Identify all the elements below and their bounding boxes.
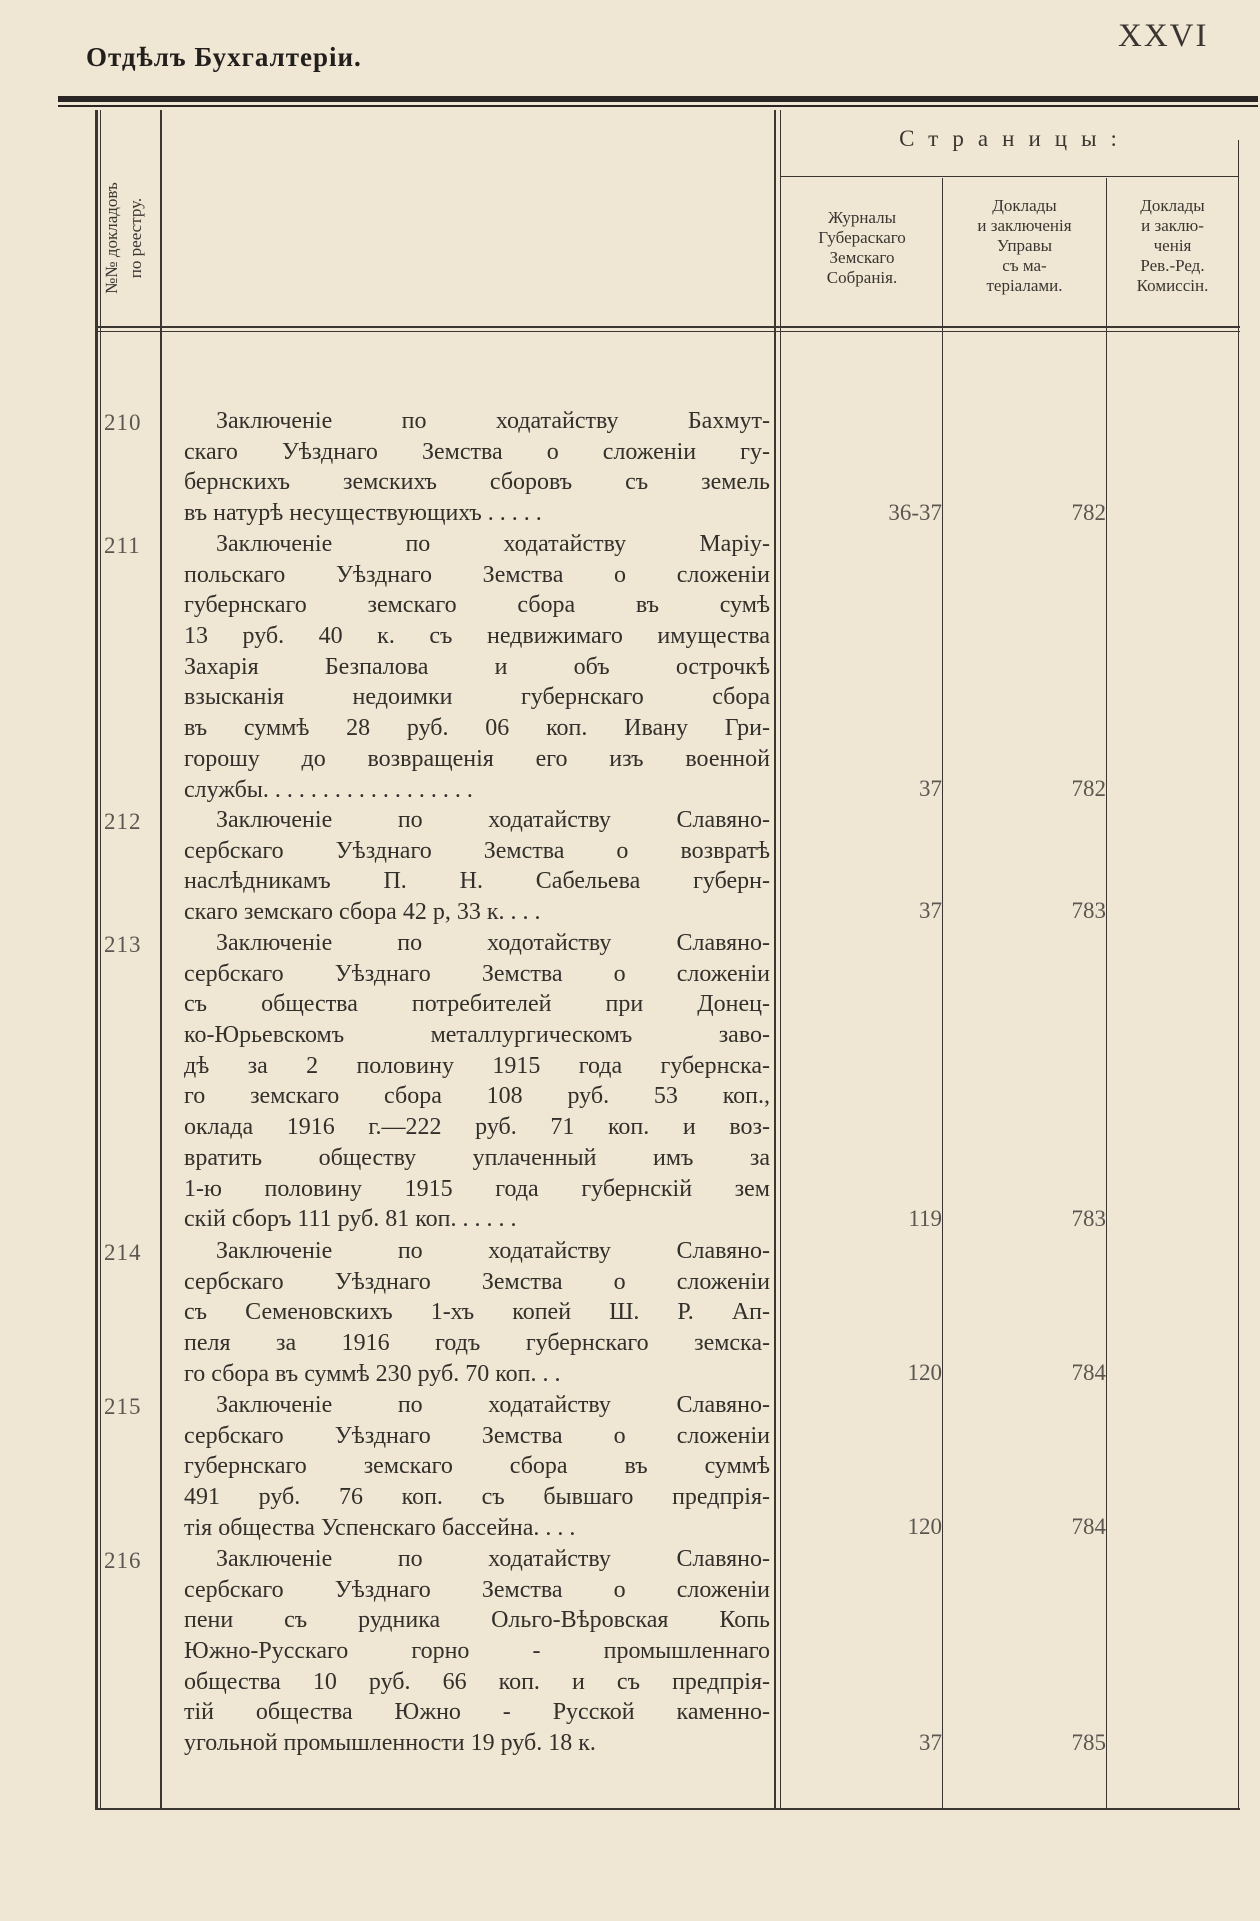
number-column-header-line1: №№ докладовъ xyxy=(102,182,121,294)
entry-number: 216 xyxy=(104,1548,142,1573)
entry-number: 213 xyxy=(104,932,142,957)
commission-reports-header-line: Доклады xyxy=(1140,196,1205,215)
entry-line: губернскаго земскаго сбора въ сумѣ xyxy=(184,592,770,619)
entry-line: польскаго Уѣзднаго Земства о сложеніи xyxy=(184,561,770,588)
journal-page: 37 xyxy=(919,776,942,801)
commission-reports-column-header xyxy=(1107,196,1238,296)
number-column-header-line2: по реестру. xyxy=(126,197,145,279)
text-column-divider-inner xyxy=(780,110,781,1810)
board-report-page: 785 xyxy=(1071,1730,1106,1755)
page-number: XXVI xyxy=(1118,18,1209,54)
entry-line: Заключеніе по ходатайству Маріу- xyxy=(216,531,770,557)
entry-line: Южно-Русскаго горно - промышленнаго xyxy=(184,1638,770,1665)
entry-line: пени съ рудника Ольго-Вѣровская Копь xyxy=(184,1607,770,1634)
journals-header-line: Журналы xyxy=(827,208,897,227)
journal-page: 37 xyxy=(919,1730,942,1755)
number-column-header xyxy=(100,148,170,328)
entry-line: 1-ю половину 1915 года губернскій зем xyxy=(184,1175,770,1202)
entry-line: скаго Уѣзднаго Земства о сложеніи гу- xyxy=(184,438,770,465)
entry-text xyxy=(184,1390,770,1543)
entry-line: дѣ за 2 половину 1915 года губернска- xyxy=(184,1052,770,1079)
section-title: Отдѣлъ Бухгалтеріи. xyxy=(86,42,362,72)
board-reports-column-header xyxy=(943,196,1106,296)
entry-text xyxy=(184,1236,770,1389)
board-report-page: 783 xyxy=(1071,898,1106,923)
entry-line: скаго земскаго сбора 42 р, 33 к. . . . xyxy=(184,899,541,926)
entry-text xyxy=(184,529,770,805)
board-reports-header-line: съ ма- xyxy=(1002,256,1047,275)
entry-line: въ натурѣ несуществующихъ . . . . . xyxy=(184,500,542,527)
header-rule-thick xyxy=(58,96,1258,102)
entry-number: 214 xyxy=(104,1240,142,1265)
entry-line: оклада 1916 г.—222 руб. 71 коп. и воз- xyxy=(184,1114,770,1141)
pages-header-divider xyxy=(780,176,1238,177)
text-column-divider xyxy=(774,110,776,1810)
entry-line: го земскаго сбора 108 руб. 53 коп., xyxy=(184,1083,770,1110)
board-report-page: 784 xyxy=(1071,1514,1106,1539)
journals-header-line: Земскаго xyxy=(829,248,895,267)
entry-line: общества 10 руб. 66 коп. и съ предпрія- xyxy=(184,1668,770,1695)
entry-line: 13 руб. 40 к. съ недвижимаго имущества xyxy=(184,623,770,650)
entry-line: скій сборъ 111 руб. 81 коп. . . . . . xyxy=(184,1206,517,1233)
table-border-left-inner xyxy=(100,110,101,1810)
board-report-page: 782 xyxy=(1071,776,1106,801)
entry-line: губернскаго земскаго сбора въ суммѣ xyxy=(184,1453,770,1480)
entry-text xyxy=(184,805,770,928)
entry-line: сербскаго Уѣзднаго Земства о сложеніи xyxy=(184,1268,770,1295)
entry-line: пеля за 1916 годъ губернскаго земска- xyxy=(184,1330,770,1357)
table-bottom-rule xyxy=(95,1808,1240,1810)
header-bottom-rule xyxy=(95,326,1240,328)
journal-page: 120 xyxy=(907,1514,942,1539)
header-rule-thin xyxy=(58,105,1258,107)
entry-line: въ суммѣ 28 руб. 06 коп. Ивану Гри- xyxy=(184,715,770,742)
journal-page: 36-37 xyxy=(888,500,942,525)
entry-line: сербскаго Уѣзднаго Земства о сложеніи xyxy=(184,960,770,987)
board-report-page: 784 xyxy=(1071,1360,1106,1385)
commission-reports-header-line: Комиссін. xyxy=(1136,276,1209,295)
entry-line: службы. . . . . . . . . . . . . . . . . . xyxy=(184,776,473,803)
journals-column-header xyxy=(782,208,942,288)
journals-column-divider xyxy=(942,178,943,1810)
entry-line: тій общества Южно - Русской каменно- xyxy=(184,1699,770,1726)
entry-line: ко-Юрьевскомъ металлургическомъ заво- xyxy=(184,1022,770,1049)
commission-reports-header-line: ченія xyxy=(1153,236,1192,255)
board-report-page: 783 xyxy=(1071,1206,1106,1231)
table-border-left xyxy=(95,110,98,1810)
entry-line: взысканія недоимки губернскаго сбора xyxy=(184,684,770,711)
journals-header-line: Собранія. xyxy=(826,268,898,287)
entry-line: бернскихъ земскихъ сборовъ съ земель xyxy=(184,469,770,496)
commission-reports-header-line: и заклю- xyxy=(1141,216,1204,235)
commission-reports-header-line: Рев.-Ред. xyxy=(1140,256,1205,275)
entry-line: Заключеніе по ходатайству Славяно- xyxy=(216,1392,770,1418)
board-reports-header-line: и заключенія xyxy=(977,216,1072,235)
entry-line: угольной промышленности 19 руб. 18 к. xyxy=(184,1730,596,1757)
journals-header-line: Губерaскаго xyxy=(818,228,906,247)
entry-line: вратить обществу уплаченный имъ за xyxy=(184,1144,770,1171)
entry-line: съ Семеновскихъ 1-хъ копей Ш. Р. Ап- xyxy=(184,1299,770,1326)
entry-line: съ общества потребителей при Донец- xyxy=(184,991,770,1018)
entry-line: сербскаго Уѣзднаго Земства о сложеніи xyxy=(184,1422,770,1449)
entry-text xyxy=(184,406,770,529)
entry-text xyxy=(184,928,770,1235)
entry-line: Заключеніе по ходотайству Славяно- xyxy=(216,930,770,956)
entry-line: горошу до возвращенія его изъ военной xyxy=(184,745,770,772)
entry-number: 212 xyxy=(104,809,142,834)
entry-number: 210 xyxy=(104,410,142,435)
entry-line: наслѣдникамъ П. Н. Сабельева губерн- xyxy=(184,868,770,895)
entry-line: тія общества Успенскаго бассейна. . . . xyxy=(184,1514,576,1541)
number-column-divider xyxy=(160,110,162,1810)
entry-line: сербскаго Уѣзднаго Земства о возвратѣ xyxy=(184,837,770,864)
table-border-right xyxy=(1238,140,1239,1810)
entry-line: го сбора въ суммѣ 230 руб. 70 коп. . . xyxy=(184,1360,561,1387)
entry-text xyxy=(184,1544,770,1759)
entry-line: Захарія Безпалова и объ острочкѣ xyxy=(184,653,770,680)
pages-header: Страницы: xyxy=(899,126,1131,151)
entry-number: 211 xyxy=(104,533,141,558)
journal-page: 119 xyxy=(908,1206,942,1231)
board-reports-header-line: Управы xyxy=(996,236,1053,255)
journal-page: 37 xyxy=(919,898,942,923)
entry-line: Заключеніе по ходатайству Славяно- xyxy=(216,807,770,833)
entry-line: Заключеніе по ходатайству Славяно- xyxy=(216,1238,770,1264)
entry-line: сербскаго Уѣзднаго Земства о сложеніи xyxy=(184,1576,770,1603)
board-reports-header-line: Доклады xyxy=(992,196,1057,215)
header-bottom-rule-2 xyxy=(95,331,1240,332)
entry-line: Заключеніе по ходатайству Славяно- xyxy=(216,1546,770,1572)
reports-column-divider xyxy=(1106,178,1107,1810)
journal-page: 120 xyxy=(907,1360,942,1385)
page-header xyxy=(0,0,1260,100)
board-reports-header-line: теріалами. xyxy=(986,276,1063,295)
entry-line: Заключеніе по ходатайству Бахмут- xyxy=(216,408,770,434)
entry-line: 491 руб. 76 коп. съ бывшаго предпрія- xyxy=(184,1484,770,1511)
entry-number: 215 xyxy=(104,1394,142,1419)
board-report-page: 782 xyxy=(1071,500,1106,525)
